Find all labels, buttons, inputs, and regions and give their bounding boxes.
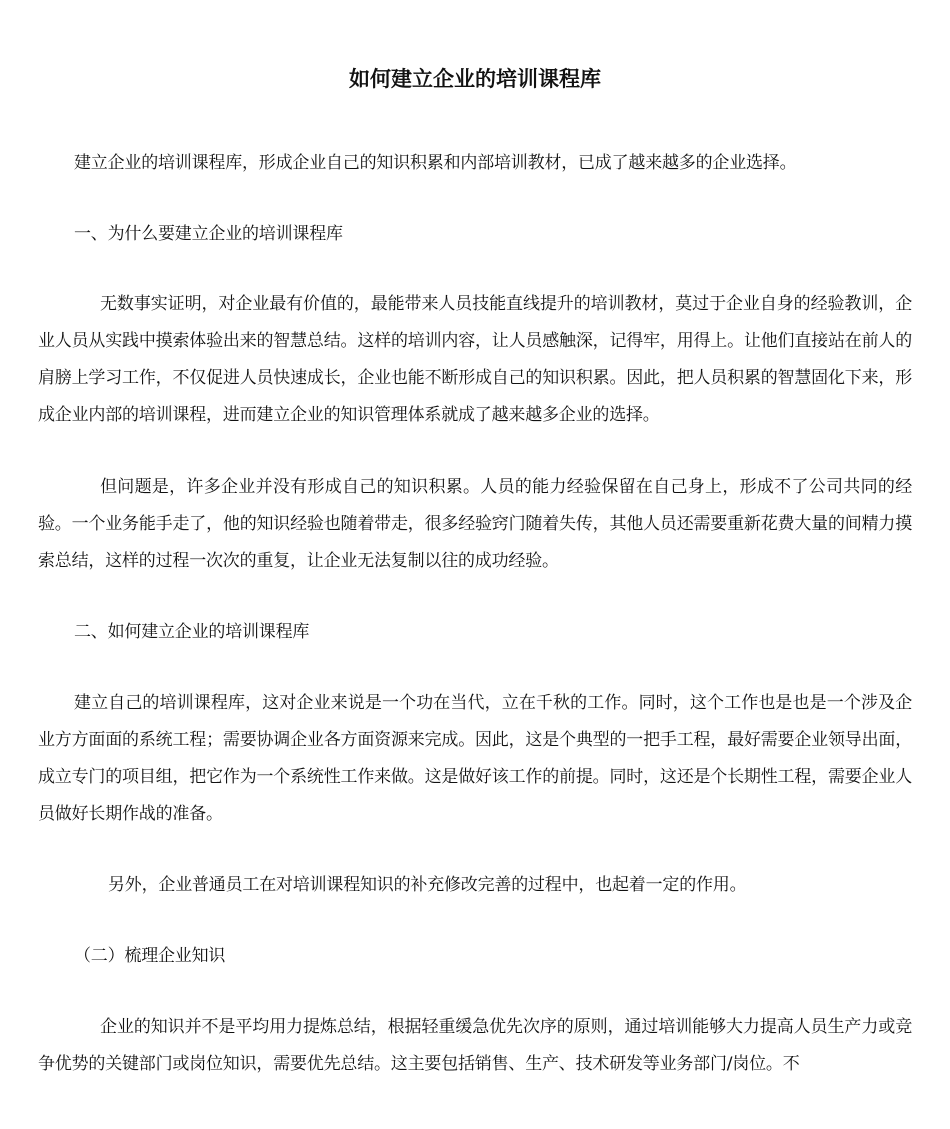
intro-paragraph: 建立企业的培训课程库，形成企业自己的知识积累和内部培训教材，已成了越来越多的企业选择。 — [74, 153, 797, 173]
section-1-heading: 一、为什么要建立企业的培训课程库 — [74, 224, 343, 244]
section-1-paragraph-2: 但问题是，许多企业并没有形成自己的知识积累。人员的能力经验保留在自己身上，形成不了公司共同的经验。一个业务能手走了，他的知识经验也随着带走，很多经验窍门随着失传，其他人员还需要重新花费大量的间精力摸索总结，这样的过程一次次的重复，让企业无法复制以往的成功经验。 — [38, 477, 912, 571]
subsection-2-paragraph-1: 企业的知识并不是平均用力提炼总结，根据轻重缓急优先次序的原则，通过培训能够大力提高人员生产力或竞争优势的关键部门或岗位知识，需要优先总结。这主要包括销售、生产、技术研发等业务部门/岗位。不 — [38, 1017, 912, 1074]
section-2-heading: 二、如何建立企业的培训课程库 — [74, 622, 310, 642]
section-2-paragraph-2: 另外，企业普通员工在对培训课程知识的补充修改完善的过程中，也起着一定的作用。 — [108, 875, 747, 895]
subsection-2-heading: （二）梳理企业知识 — [74, 946, 226, 966]
document-title: 如何建立企业的培训课程库 — [349, 67, 601, 91]
section-1-paragraph-1: 无数事实证明，对企业最有价值的，最能带来人员技能直线提升的培训教材，莫过于企业自身的经验教训，企业人员从实践中摸索体验出来的智慧总结。这样的培训内容，让人员感触深，记得牢，用得上。让他们直接站在前人的肩膀上学习工作，不仅促进人员快速成长，企业也能不断形成自己的知识积累。因此，把人员积累的智慧固化下来，形成企业内部的培训课程，进而建立企业的知识管理体系就成了越来越多企业的选择。 — [38, 294, 912, 425]
section-2-paragraph-1: 建立自己的培训课程库，这对企业来说是一个功在当代，立在千秋的工作。同时，这个工作也是也是一个涉及企业方方面面的系统工程；需要协调企业各方面资源来完成。因此，这是个典型的一把手工程，最好需要企业领导出面，成立专门的项目组，把它作为一个系统性工作来做。这是做好该工作的前提。同时，这还是个长期性工程，需要企业人员做好长期作战的准备。 — [38, 693, 912, 824]
